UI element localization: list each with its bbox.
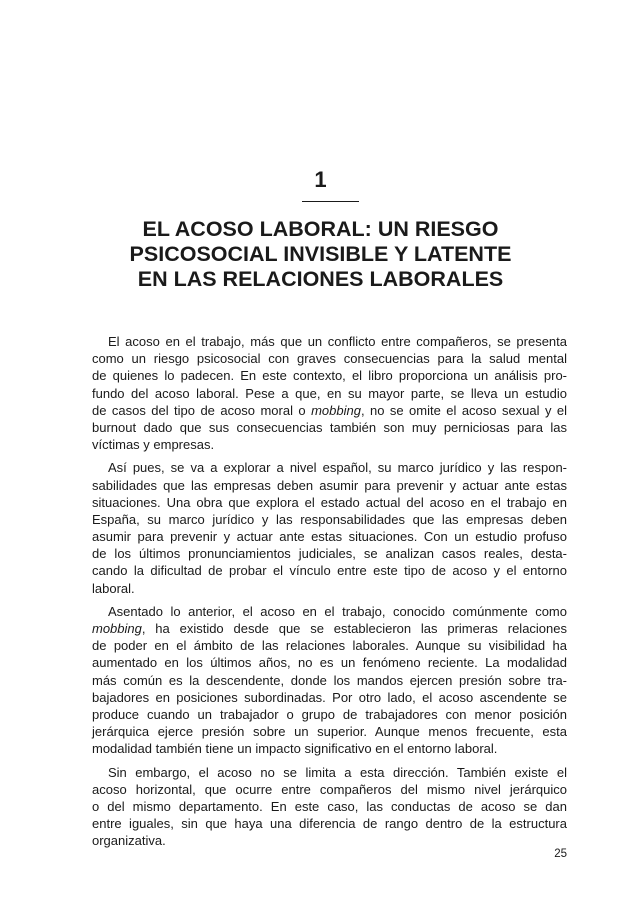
text-line: de quienes lo padecen. En este contexto, el libro proporciona un análisis pro- [92, 368, 567, 384]
text-line: de poder en el ámbito de las relaciones laborales. Aunque su visibilidad ha [92, 638, 567, 654]
text-line: jerárquica ejerce presión sobre un superior. Aunque menos frecuente, esta [92, 724, 567, 740]
text-line: Asentado lo anterior, el acoso en el trabajo, conocido comúnmente como [108, 603, 567, 619]
page-number: 25 [554, 848, 567, 860]
text-line: organizativa. [92, 833, 166, 849]
paragraph-1 [92, 333, 567, 453]
text-line: de los últimos pronunciamientos judiciales, se analizan casos reales, desta- [92, 546, 567, 562]
text-line: situaciones. Una obra que explora el estado actual del acoso en el trabajo en [92, 494, 567, 510]
text-line: más común es la descendente, donde los mandos ejercen presión sobre tra- [92, 672, 567, 688]
text-line: como un riesgo psicosocial con graves consecuencias para la salud mental [92, 351, 567, 367]
text-line: sabilidades que las empresas deben asumir para prevenir y actuar ante estas [92, 477, 567, 493]
text-line: asumir para prevenir y actuar ante estas situaciones. Con un estudio profuso [92, 529, 567, 545]
text-line: El acoso en el trabajo, más que un conflicto entre compañeros, se presenta [108, 334, 567, 349]
text-segment: de casos del tipo de acoso moral o [92, 402, 312, 418]
italic-term: mobbing [92, 621, 142, 636]
chapter-title [60, 217, 581, 292]
text-line: acoso horizontal, que ocurre entre compañeros del mismo nivel jerárquico [92, 781, 567, 797]
text-line: víctimas y empresas. [92, 437, 215, 453]
text-line: bajadores en posiciones subordinadas. Por otro lado, el acoso ascendente se [92, 689, 567, 705]
text-line: Así pues, se va a explorar a nivel español, su marco jurídico y las respon- [108, 460, 567, 476]
text-segment: , ha existido desde que se establecieron las primeras relaciones [141, 621, 567, 636]
text-line: España, su marco jurídico y las responsabilidades que las empresas deben [92, 511, 567, 527]
text-line [92, 402, 567, 419]
text-line: cando la dificultad de probar el vínculo entre este tipo de acoso y el entorno [92, 563, 567, 579]
text-line [92, 620, 567, 637]
chapter-title-line: PSICOSOCIAL INVISIBLE Y LATENTE [129, 242, 512, 266]
text-line: Sin embargo, el acoso no se limita a esta dirección. También existe el [108, 764, 567, 780]
text-line: burnout dado que sus consecuencias también son muy perniciosas para las [92, 419, 567, 435]
chapter-title-line: EN LAS RELACIONES LABORALES [137, 267, 504, 291]
text-line: fundo del acoso laboral. Pese a que, en su mayor parte, se lleva un estudio [92, 385, 567, 401]
italic-term: mobbing [311, 402, 361, 418]
chapter-title-line: EL ACOSO LABORAL: UN RIESGO [142, 217, 499, 241]
text-line: laboral. [92, 580, 135, 596]
chapter-number: 1 [314, 167, 327, 192]
text-line: produce cuando un trabajador o grupo de trabajadores con menor posición [92, 706, 567, 722]
text-line: aumentado en los últimos años, no es un fenómeno reciente. La modalidad [92, 655, 567, 671]
text-line: entre iguales, sin que haya una diferencia de rango dentro de la estructura [92, 816, 567, 832]
text-line: o del mismo departamento. En este caso, las conductas de acoso se dan [92, 798, 567, 814]
paragraph-2 [92, 459, 567, 597]
chapter-divider [302, 201, 359, 202]
paragraph-3 [92, 603, 567, 758]
text-segment: , no se omite el acoso sexual y el [360, 402, 567, 418]
paragraph-4 [92, 764, 567, 850]
body-text [92, 333, 567, 855]
text-line: modalidad también tiene un impacto significativo en el entorno laboral. [92, 741, 498, 757]
